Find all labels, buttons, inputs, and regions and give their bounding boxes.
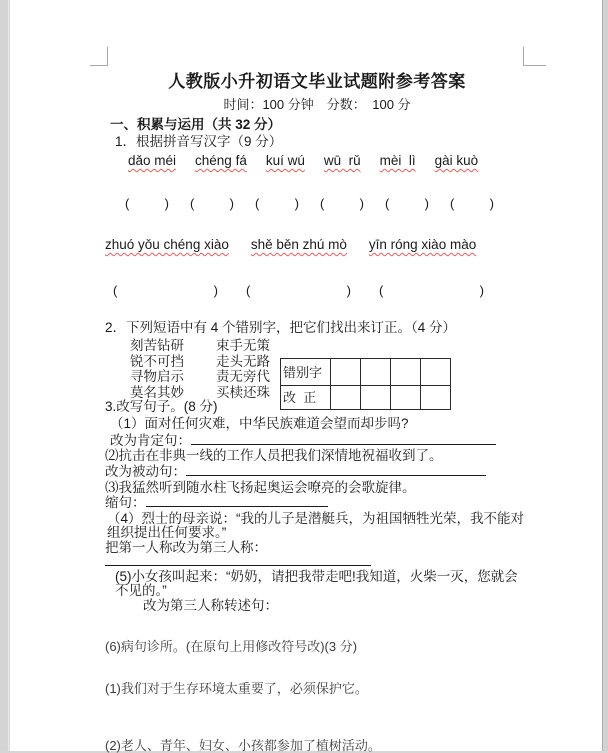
- pinyin-item: dǎo méi: [128, 153, 177, 168]
- task-label: 缩句：: [105, 495, 146, 510]
- margin-mark-right-icon: [523, 47, 546, 66]
- q3-item-5-task: [105, 599, 529, 613]
- phrase: 锐不可挡: [130, 353, 184, 369]
- pinyin-row-2: [105, 237, 529, 253]
- answer-paren-row-1: [105, 195, 529, 212]
- table-cell-empty: [331, 386, 361, 410]
- phrase: 走头无路: [216, 353, 270, 369]
- phrase: 责无旁代: [216, 369, 270, 384]
- answer-parens: [246, 282, 351, 299]
- phrase: 刻苦钻研: [130, 338, 184, 353]
- task-label: 改为肯定句：: [110, 433, 191, 448]
- viewer-gutter-left: [0, 0, 9, 751]
- table-cell-empty: [391, 386, 421, 410]
- answer-parens: [113, 282, 218, 299]
- paren-open: (: [246, 283, 251, 298]
- pinyin-row-1: [105, 153, 529, 169]
- answer-parens: [190, 195, 234, 212]
- q3-item-4-task: [105, 541, 529, 569]
- pinyin-item: yīn róng xiào mào: [368, 237, 477, 252]
- table-cell-empty: [421, 359, 451, 386]
- paren-open: (: [450, 196, 455, 211]
- answer-parens: [385, 195, 429, 212]
- table-cell-empty: [331, 359, 361, 386]
- q6-sentence-1: (1)我们对于生存环境太重要了，必须保护它。: [105, 681, 368, 696]
- phrase-line: [105, 338, 529, 354]
- question-2-label: 2．下列短语中有 4 个错别字，把它们找出来订正。（4 分）: [105, 320, 457, 335]
- table-row: [281, 386, 451, 410]
- table-cell-empty: [391, 359, 421, 386]
- q3-item-2-prompt: ⑵抗击在非典一线的工作人员把我们深情地祝福收到了。: [105, 448, 443, 463]
- paren-open: (: [255, 196, 260, 211]
- q3-item-5-prompt: (5)小女孩叫起来：“奶奶，请把我带走吧!我知道，火柴一灭，您就会不见的。”: [115, 569, 518, 598]
- pinyin-item: mèi lì: [379, 153, 416, 168]
- document-page[interactable]: [10, 0, 602, 751]
- phrase: 寻物启示: [130, 369, 184, 384]
- q3-item-1-task: [105, 433, 529, 448]
- q3-item-3-prompt: ⑶我猛然听到随水柱飞扬起奥运会嘹亮的会歌旋律。: [105, 480, 416, 495]
- q3-item-4-prompt: （4）烈士的母亲说：“我的儿子是潜艇兵，为祖国牺牲光荣，我不能对组织提出任何要求。”: [107, 511, 525, 540]
- scrollbar-track[interactable]: [602, 0, 608, 751]
- paren-open: (: [190, 196, 195, 211]
- paren-close: ): [359, 196, 364, 211]
- phrase: 买椟还珠: [216, 384, 270, 400]
- answer-parens: [450, 195, 494, 212]
- table-label-correction: 改 正: [281, 386, 331, 410]
- task-label: 把第一人称改为第三人称：: [105, 540, 267, 555]
- title-main: 人教版小升初语文毕业试题: [168, 72, 379, 91]
- paren-close: ): [213, 283, 218, 298]
- table-cell-empty: [361, 359, 391, 386]
- paren-close: ): [346, 283, 351, 298]
- phrase: 束手无策: [216, 338, 270, 353]
- q3-item-2-task: [105, 465, 529, 479]
- answer-parens: [320, 195, 364, 212]
- q3-item-3-task: [105, 496, 529, 510]
- correction-table: [280, 358, 451, 410]
- question-3-label: 3.改写句子。(8 分): [105, 399, 218, 414]
- pinyin-item: chéng fá: [195, 153, 247, 168]
- pinyin-item: kuí wú: [265, 153, 305, 168]
- answer-blank: [186, 465, 486, 476]
- margin-mark-left-icon: [90, 47, 108, 66]
- title-suffix: 附参考答案: [378, 72, 466, 91]
- paren-open: (: [320, 196, 325, 211]
- phrase: 莫名其妙: [130, 384, 184, 400]
- answer-parens: [379, 282, 484, 299]
- paren-open: (: [125, 196, 130, 211]
- q3-item-1-prompt: （1）面对任何灾难，中华民族难道会望而却步吗?: [110, 416, 409, 431]
- document-content: [105, 71, 529, 753]
- table-row: [281, 359, 451, 386]
- answer-blank: [146, 496, 328, 507]
- pinyin-item: zhuó yǒu chéng xiào: [105, 237, 229, 252]
- paren-close: ): [229, 196, 234, 211]
- pinyin-item: gài kuò: [434, 153, 479, 168]
- table-cell-empty: [361, 386, 391, 410]
- paren-open: (: [113, 283, 118, 298]
- paren-close: ): [489, 196, 494, 211]
- table-label-wrong-chars: 错别字: [281, 359, 331, 386]
- paren-close: ): [424, 196, 429, 211]
- q6-sentence-2: (2)老人、青年、妇女、小孩都参加了植树活动。: [105, 738, 381, 753]
- answer-blank: [191, 434, 496, 445]
- question-6-label: (6)病句诊所。(在原句上用修改符号改)(3 分): [105, 639, 358, 654]
- answer-blank: [105, 555, 371, 566]
- paren-open: (: [385, 196, 390, 211]
- answer-paren-row-2: [105, 282, 529, 299]
- pinyin-item: wū rǔ: [323, 153, 361, 168]
- paren-close: ): [294, 196, 299, 211]
- exam-info-line: 时间：100 分钟 分数： 100 分: [223, 97, 411, 112]
- question-2-body: [105, 338, 529, 405]
- task-label: 改为第三人称转述句：: [143, 598, 278, 613]
- pinyin-item: shě běn zhú mò: [250, 237, 347, 252]
- page-title: [105, 71, 529, 93]
- paren-close: ): [479, 283, 484, 298]
- paren-open: (: [379, 283, 384, 298]
- question-1-label: 1．根据拼音写汉字（9 分）: [115, 134, 283, 149]
- table-cell-empty: [421, 386, 451, 410]
- answer-parens: [125, 195, 169, 212]
- section-1-heading: 一、积累与运用（共 32 分）: [110, 117, 282, 132]
- paren-close: ): [164, 196, 169, 211]
- answer-parens: [255, 195, 299, 212]
- task-label: 改为被动句：: [105, 464, 186, 479]
